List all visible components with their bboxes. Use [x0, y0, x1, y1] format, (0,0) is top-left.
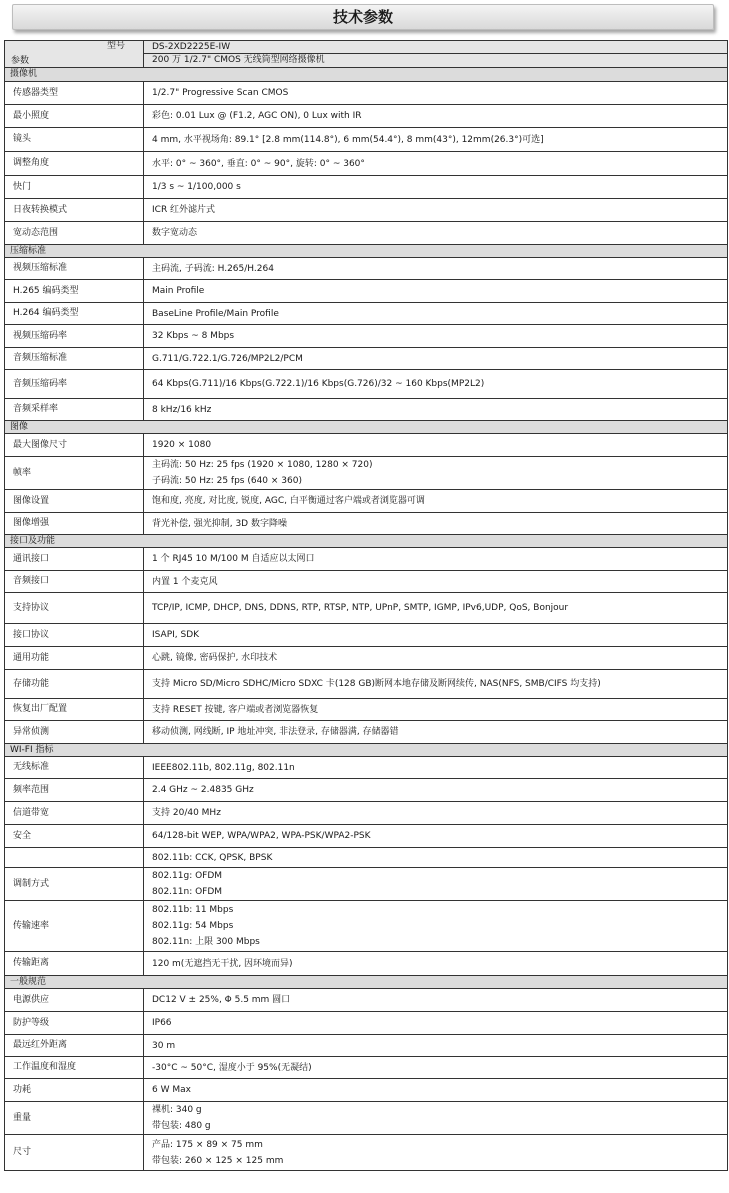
spec-label: 帧率	[5, 457, 144, 490]
spec-value	[144, 624, 728, 647]
spec-value	[144, 1079, 728, 1102]
spec-value	[144, 280, 728, 303]
spec-label: 无线标准	[5, 757, 144, 779]
spec-value-line: 802.11b: CCK, QPSK, BPSK	[152, 852, 273, 863]
spec-label: 音频压缩码率	[5, 370, 144, 399]
spec-value-line: 数字宽动态	[152, 228, 198, 238]
spec-row	[5, 1079, 728, 1102]
spec-row	[5, 1102, 728, 1135]
spec-label: 传输速率	[5, 901, 144, 952]
spec-value-line: 带包装: 480 g	[152, 1121, 211, 1131]
spec-value	[144, 593, 728, 624]
section-title: 压缩标准	[5, 245, 728, 258]
spec-label: 电源供应	[5, 989, 144, 1012]
spec-row	[5, 802, 728, 825]
spec-value-line: 2.4 GHz ~ 2.4835 GHz	[152, 785, 254, 795]
spec-row	[5, 848, 728, 868]
spec-row	[5, 901, 728, 952]
section-title: WI-FI 指标	[5, 744, 728, 757]
section-row	[5, 68, 728, 82]
spec-value-line: 主码流: 50 Hz: 25 fps (1920 × 1080, 1280 × 720)	[152, 460, 373, 470]
spec-label: 信道带宽	[5, 802, 144, 825]
spec-label: 防护等级	[5, 1012, 144, 1035]
spec-value	[144, 176, 728, 199]
spec-row	[5, 721, 728, 744]
spec-row	[5, 670, 728, 699]
spec-value	[144, 222, 728, 245]
spec-value	[144, 399, 728, 421]
spec-value	[144, 757, 728, 779]
spec-value-line: 30 m	[152, 1040, 176, 1051]
spec-value	[144, 1057, 728, 1079]
spec-value-line: 802.11g: 54 Mbps	[152, 921, 234, 931]
spec-row	[5, 989, 728, 1012]
spec-value-line: G.711/G.722.1/G.726/MP2L2/PCM	[152, 353, 303, 364]
spec-value-line: 带包装: 260 × 125 × 125 mm	[152, 1155, 284, 1166]
spec-label: 图像设置	[5, 490, 144, 513]
spec-value-line: BaseLine Profile/Main Profile	[152, 308, 279, 319]
spec-value	[144, 325, 728, 348]
spec-value-line: 移动侦测, 网线断, IP 地址冲突, 非法登录, 存储器满, 存储器错	[152, 727, 399, 737]
spec-label: 功耗	[5, 1079, 144, 1102]
spec-value-line: 802.11n: OFDM	[152, 887, 223, 897]
header-row-model	[5, 41, 728, 54]
spec-value-line: 120 m(无遮挡无干扰, 因环境而异)	[152, 958, 293, 969]
spec-label: 传感器类型	[5, 82, 144, 105]
spec-value-line: 1/2.7" Progressive Scan CMOS	[152, 88, 289, 98]
spec-label: 最大图像尺寸	[5, 434, 144, 457]
spec-row	[5, 1012, 728, 1035]
spec-value-line: 水平: 0° ~ 360°, 垂直: 0° ~ 90°, 旋转: 0° ~ 360°	[152, 158, 365, 169]
spec-label: H.264 编码类型	[5, 303, 144, 325]
spec-value	[144, 370, 728, 399]
spec-value-line: Main Profile	[152, 286, 205, 296]
spec-value-line: 1/3 s ~ 1/100,000 s	[152, 182, 241, 192]
spec-label: 音频采样率	[5, 399, 144, 421]
spec-value	[144, 721, 728, 744]
page-title: 技术参数	[12, 4, 714, 30]
header-label-cell	[5, 41, 144, 68]
section-row	[5, 245, 728, 258]
spec-value	[144, 848, 728, 868]
spec-value-line: IP66	[152, 1018, 172, 1028]
spec-table	[4, 40, 728, 1171]
spec-row	[5, 457, 728, 490]
spec-row	[5, 757, 728, 779]
spec-value	[144, 348, 728, 370]
spec-label	[5, 848, 144, 868]
spec-label: 通讯接口	[5, 548, 144, 571]
spec-row	[5, 370, 728, 399]
section-row	[5, 421, 728, 434]
spec-value	[144, 303, 728, 325]
spec-value	[144, 868, 728, 901]
spec-label: 接口协议	[5, 624, 144, 647]
description-value: 200 万 1/2.7" CMOS 无线筒型网络摄像机	[144, 54, 728, 68]
spec-row	[5, 399, 728, 421]
spec-label: 传输距离	[5, 952, 144, 976]
spec-value	[144, 825, 728, 848]
spec-value-line: DC12 V ± 25%, Φ 5.5 mm 圆口	[152, 995, 291, 1005]
spec-value	[144, 647, 728, 670]
section-title: 一般规范	[5, 976, 728, 989]
spec-value-line: 1 个 RJ45 10 M/100 M 自适应以太网口	[152, 554, 315, 564]
spec-value	[144, 1102, 728, 1135]
spec-label: 安全	[5, 825, 144, 848]
spec-value-line: 子码流: 50 Hz: 25 fps (640 × 360)	[152, 476, 302, 486]
spec-value-line: 4 mm, 水平视场角: 89.1° [2.8 mm(114.8°), 6 mm(54.4°), 8 mm(43°), 12mm(26.3°)可选]	[152, 134, 544, 145]
spec-value-line: ICR 红外滤片式	[152, 205, 216, 215]
spec-label: 存储功能	[5, 670, 144, 699]
spec-value	[144, 152, 728, 176]
spec-value	[144, 1012, 728, 1035]
spec-value-line: 心跳, 镜像, 密码保护, 水印技术	[152, 653, 278, 663]
spec-value-line: 64 Kbps(G.711)/16 Kbps(G.722.1)/16 Kbps(G.726)/32 ~ 160 Kbps(MP2L2)	[152, 379, 485, 389]
spec-row	[5, 699, 728, 721]
spec-label: 日夜转换模式	[5, 199, 144, 222]
spec-value	[144, 802, 728, 825]
spec-row	[5, 434, 728, 457]
spec-label: 通用功能	[5, 647, 144, 670]
spec-label: 频率范围	[5, 779, 144, 802]
spec-value	[144, 513, 728, 535]
spec-value	[144, 670, 728, 699]
spec-value	[144, 258, 728, 280]
spec-row	[5, 128, 728, 152]
spec-row	[5, 513, 728, 535]
spec-value-line: -30°C ~ 50°C, 湿度小于 95%(无凝结)	[152, 1062, 312, 1073]
spec-label: 恢复出厂配置	[5, 699, 144, 721]
spec-label: 图像增强	[5, 513, 144, 535]
spec-row	[5, 82, 728, 105]
spec-value	[144, 779, 728, 802]
spec-value	[144, 1035, 728, 1057]
spec-value	[144, 128, 728, 152]
spec-row	[5, 647, 728, 670]
spec-row	[5, 548, 728, 571]
spec-value	[144, 699, 728, 721]
section-row	[5, 976, 728, 989]
spec-row	[5, 952, 728, 976]
spec-label: 支持协议	[5, 593, 144, 624]
spec-value-line: 802.11n: 上限 300 Mbps	[152, 937, 260, 947]
spec-value-line: 饱和度, 亮度, 对比度, 锐度, AGC, 白平衡通过客户端或者浏览器可调	[152, 496, 425, 506]
spec-label: 尺寸	[5, 1135, 144, 1171]
spec-value	[144, 82, 728, 105]
spec-row	[5, 258, 728, 280]
spec-value	[144, 989, 728, 1012]
section-title: 摄像机	[5, 68, 728, 82]
spec-row	[5, 280, 728, 303]
spec-label: 调制方式	[5, 868, 144, 901]
spec-value-line: 内置 1 个麦克风	[152, 576, 218, 587]
spec-value-line: IEEE802.11b, 802.11g, 802.11n	[152, 762, 295, 773]
spec-row	[5, 490, 728, 513]
spec-value	[144, 490, 728, 513]
spec-value	[144, 199, 728, 222]
spec-value	[144, 105, 728, 128]
spec-label: 视频压缩标准	[5, 258, 144, 280]
spec-value-line: 支持 20/40 MHz	[152, 808, 221, 818]
spec-row	[5, 176, 728, 199]
spec-row	[5, 593, 728, 624]
spec-row	[5, 624, 728, 647]
spec-row	[5, 199, 728, 222]
spec-value-line: 支持 RESET 按键, 客户端或者浏览器恢复	[152, 704, 319, 715]
spec-label: 最小照度	[5, 105, 144, 128]
spec-value-line: 64/128-bit WEP, WPA/WPA2, WPA-PSK/WPA2-PSK	[152, 831, 371, 841]
spec-row	[5, 105, 728, 128]
spec-row	[5, 325, 728, 348]
spec-label: 最远红外距离	[5, 1035, 144, 1057]
spec-value-line: 8 kHz/16 kHz	[152, 404, 212, 415]
spec-value	[144, 571, 728, 593]
spec-value-line: 支持 Micro SD/Micro SDHC/Micro SDXC 卡(128 GB)断网本地存储及断网续传, NAS(NFS, SMB/CIFS 均支持)	[152, 679, 601, 689]
spec-label: 视频压缩码率	[5, 325, 144, 348]
spec-value	[144, 901, 728, 952]
spec-value	[144, 1135, 728, 1171]
section-title: 接口及功能	[5, 535, 728, 548]
spec-label: H.265 编码类型	[5, 280, 144, 303]
spec-row	[5, 1135, 728, 1171]
spec-label: 异常侦测	[5, 721, 144, 744]
spec-row	[5, 348, 728, 370]
section-row	[5, 744, 728, 757]
spec-value-line: 裸机: 340 g	[152, 1105, 202, 1115]
spec-row	[5, 303, 728, 325]
spec-value-line: 产品: 175 × 89 × 75 mm	[152, 1139, 263, 1150]
spec-row	[5, 1057, 728, 1079]
spec-label: 调整角度	[5, 152, 144, 176]
param-label: 参数	[11, 56, 30, 66]
spec-value-line: 1920 × 1080	[152, 440, 212, 450]
spec-row	[5, 152, 728, 176]
spec-label: 工作温度和湿度	[5, 1057, 144, 1079]
spec-value-line: 32 Kbps ~ 8 Mbps	[152, 331, 235, 341]
spec-row	[5, 825, 728, 848]
spec-row	[5, 571, 728, 593]
spec-value-line: 802.11g: OFDM	[152, 871, 223, 881]
model-label: 型号	[106, 41, 125, 51]
spec-value-line: TCP/IP, ICMP, DHCP, DNS, DDNS, RTP, RTSP, NTP, UPnP, SMTP, IGMP, IPv6,UDP, QoS, Bonjour	[152, 603, 569, 613]
spec-label: 音频压缩标准	[5, 348, 144, 370]
spec-value	[144, 952, 728, 976]
spec-label: 快门	[5, 176, 144, 199]
spec-label: 镜头	[5, 128, 144, 152]
spec-value-line: 6 W Max	[152, 1085, 191, 1095]
spec-value-line: ISAPI, SDK	[152, 630, 200, 640]
spec-value	[144, 457, 728, 490]
spec-row	[5, 222, 728, 245]
spec-label: 重量	[5, 1102, 144, 1135]
spec-label: 宽动态范围	[5, 222, 144, 245]
spec-label: 音频接口	[5, 571, 144, 593]
spec-row	[5, 868, 728, 901]
spec-row	[5, 779, 728, 802]
spec-value	[144, 548, 728, 571]
spec-value-line: 彩色: 0.01 Lux @ (F1.2, AGC ON), 0 Lux with IR	[152, 111, 362, 121]
spec-value-line: 背光补偿, 强光抑制, 3D 数字降噪	[152, 518, 287, 529]
spec-row	[5, 1035, 728, 1057]
section-title: 图像	[5, 421, 728, 434]
spec-value-line: 802.11b: 11 Mbps	[152, 905, 234, 915]
spec-value	[144, 434, 728, 457]
spec-value-line: 主码流, 子码流: H.265/H.264	[152, 263, 274, 274]
section-row	[5, 535, 728, 548]
model-value: DS-2XD2225E-IW	[144, 41, 728, 54]
